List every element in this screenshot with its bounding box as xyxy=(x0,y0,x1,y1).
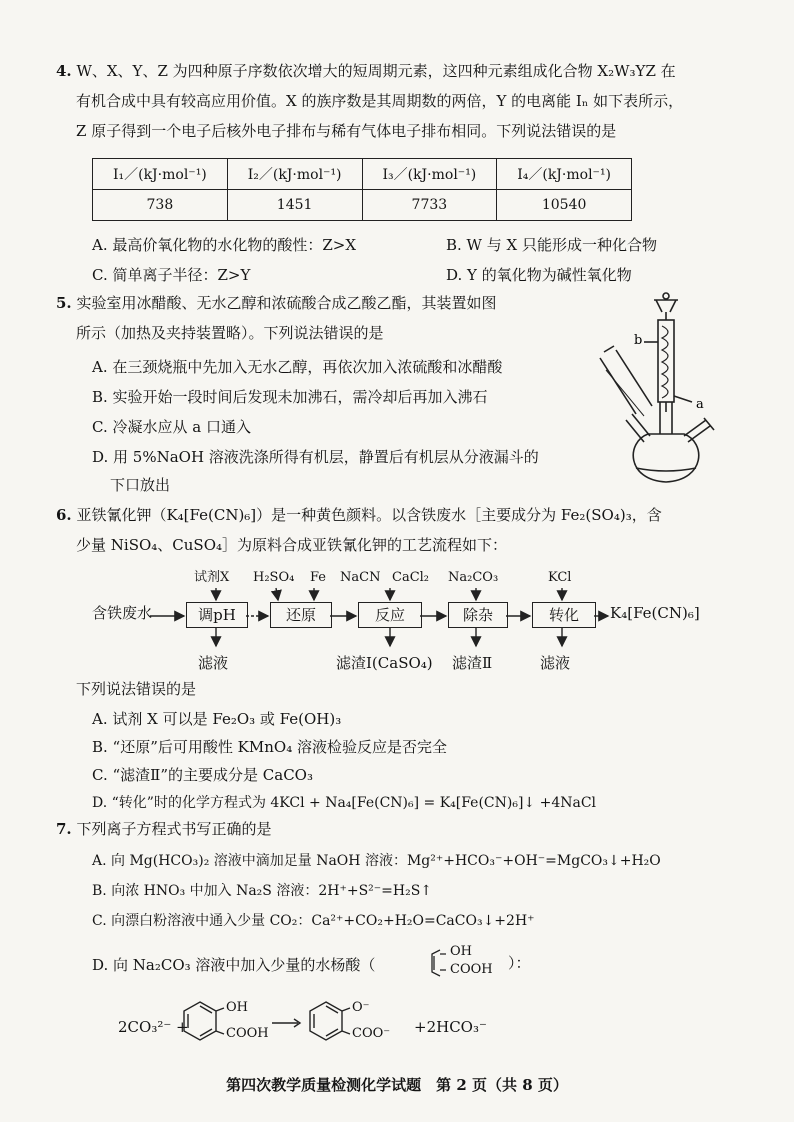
q5-number: 5. xyxy=(56,294,72,312)
flow-end: K₄[Fe(CN)₆] xyxy=(610,604,700,622)
table-cell: 738 xyxy=(93,190,228,221)
flow-start: 含铁废水 xyxy=(92,604,153,622)
step-impurity-removal: 除杂 xyxy=(448,602,508,628)
q5-option-c: C. 冷凝水应从 a 口通入 xyxy=(92,418,251,436)
reagent-fe: Fe xyxy=(310,570,327,585)
step-adjust-ph: 调pH xyxy=(186,602,248,628)
reagent-na2co3: Na₂CO₃ xyxy=(448,570,499,585)
q5-option-d: D. 用 5%NaOH 溶液洗涤所得有机层，静置后有机层从分液漏斗的 xyxy=(92,448,539,466)
q7-option-d: D. 向 Na₂CO₃ 溶液中加入少量的水杨酸（ xyxy=(92,956,376,974)
residue-filtrate-2: 滤液 xyxy=(540,654,571,672)
table-cell: 7733 xyxy=(362,190,497,221)
table-header: I₃／(kJ·mol⁻¹) xyxy=(362,159,497,190)
residue-caso4: 滤渣Ⅰ(CaSO₄) xyxy=(336,654,433,672)
q4-option-a: A. 最高价氧化物的水化物的酸性：Z>X xyxy=(92,236,357,254)
label-a: a xyxy=(696,397,704,412)
side-condenser xyxy=(600,350,652,414)
liquid-line xyxy=(636,468,696,471)
table-header: I₂／(kJ·mol⁻¹) xyxy=(227,159,362,190)
step-conversion: 转化 xyxy=(532,602,596,628)
residue-2: 滤渣Ⅱ xyxy=(452,654,493,672)
reagent-kcl: KCl xyxy=(548,570,572,585)
table-header: I₁／(kJ·mol⁻¹) xyxy=(93,159,228,190)
ionization-energy-table xyxy=(92,158,632,221)
q7-option-c: C. 向漂白粉溶液中通入少量 CO₂：Ca²⁺+CO₂+H₂O=CaCO₃↓+2H⁺ xyxy=(92,913,535,929)
reagent-h2so4: H₂SO₄ xyxy=(253,570,295,585)
product-coo-minus: COO⁻ xyxy=(352,1026,391,1041)
salicylic-close: ）： xyxy=(508,954,531,972)
equation-lhs: 2CO₃²⁻ + xyxy=(118,1018,189,1036)
q4-option-d: D. Y 的氧化物为碱性氧化物 xyxy=(446,266,632,284)
page-footer: 第四次教学质量检测化学试题 第 2 页（共 8 页） xyxy=(226,1076,568,1094)
reagent-cacl2: CaCl₂ xyxy=(392,570,430,585)
q4-option-c: C. 简单离子半径：Z>Y xyxy=(92,266,251,284)
equation-rhs: +2HCO₃⁻ xyxy=(414,1018,487,1036)
q7-number: 7. xyxy=(56,820,72,838)
q7-option-b: B. 向浓 HNO₃ 中加入 Na₂S 溶液：2H⁺+S²⁻=H₂S↑ xyxy=(92,883,433,899)
label-b: b xyxy=(634,333,643,348)
q5-text-1: 实验室用冰醋酸、无水乙醇和浓硫酸合成乙酸乙酯，其装置如图 xyxy=(76,294,497,312)
table-header: I₄／(kJ·mol⁻¹) xyxy=(497,159,632,190)
reactant-cooh: COOH xyxy=(226,1026,269,1041)
q5-option-b: B. 实验开始一段时间后发现未加沸石，需冷却后再加入沸石 xyxy=(92,388,488,406)
q4-line2: 有机合成中具有较高应用价值。X 的族序数是其周期数的两倍，Y 的电离能 Iₙ 如下表所示， xyxy=(76,92,684,110)
reflux-condenser xyxy=(658,320,674,402)
product-o-minus: O⁻ xyxy=(352,1000,370,1015)
reagent-nacn: NaCN xyxy=(340,570,381,585)
q6-option-b: B. “还原”后可用酸性 KMnO₄ 溶液检验反应是否完全 xyxy=(92,738,447,756)
q5-line2: 所示（加热及夹持装置略）。下列说法错误的是 xyxy=(76,324,384,342)
q6-stem: 下列说法错误的是 xyxy=(76,680,197,698)
flow-arrows xyxy=(150,586,620,652)
q6-line2: 少量 NiSO₄、CuSO₄］为原料合成亚铁氰化钾的工艺流程如下： xyxy=(76,536,508,554)
q4-number: 4. xyxy=(56,62,72,80)
q7-line1 xyxy=(56,820,271,838)
q4-line1 xyxy=(56,62,676,80)
q4-line3: Z 原子得到一个电子后核外电子排布与稀有气体电子排布相同。下列说法错误的是 xyxy=(76,122,617,140)
table-cell: 1451 xyxy=(227,190,362,221)
step-reduction: 还原 xyxy=(270,602,332,628)
reaction-arrow-icon xyxy=(272,1016,302,1030)
q5-line1 xyxy=(56,294,496,312)
q4-option-b: B. W 与 X 只能形成一种化合物 xyxy=(446,236,657,254)
reactant-oh: OH xyxy=(226,1000,248,1015)
q6-text-1: 亚铁氰化钾（K₄[Fe(CN)₆]）是一种黄色颜料。以含铁废水［主要成分为 Fe₂(SO₄)₃，含 xyxy=(76,506,662,524)
table-cell: 10540 xyxy=(497,190,632,221)
step-reaction: 反应 xyxy=(358,602,422,628)
q4-text-1: W、X、Y、Z 为四种原子序数依次增大的短周期元素，这四种元素组成化合物 X₂W₃YZ 在 xyxy=(76,62,676,80)
q6-option-c: C. “滤渣Ⅱ”的主要成分是 CaCO₃ xyxy=(92,766,313,784)
residue-filtrate-1: 滤液 xyxy=(198,654,229,672)
q7-text-1: 下列离子方程式书写正确的是 xyxy=(76,820,272,838)
q6-number: 6. xyxy=(56,506,72,524)
q6-option-a: A. 试剂 X 可以是 Fe₂O₃ 或 Fe(OH)₃ xyxy=(92,710,342,728)
q5-option-a: A. 在三颈烧瓶中先加入无水乙醇，再依次加入浓硫酸和冰醋酸 xyxy=(92,358,503,376)
inlet-a xyxy=(674,396,692,402)
q5-option-d-cont: 下口放出 xyxy=(110,476,171,494)
reagent-x: 试剂X xyxy=(194,570,230,585)
q6-line1 xyxy=(56,506,662,524)
salicylic-oh: OH xyxy=(450,944,472,959)
ester-apparatus-diagram xyxy=(596,292,736,487)
benzene-ring-icon xyxy=(428,946,448,980)
q7-option-a: A. 向 Mg(HCO₃)₂ 溶液中滴加足量 NaOH 溶液：Mg²⁺+HCO₃⁻+OH⁻=MgCO₃↓+H₂O xyxy=(92,853,661,869)
q6-option-d: D. “转化”时的化学方程式为 4KCl + Na₄[Fe(CN)₆] = K₄[Fe(CN)₆]↓ +4NaCl xyxy=(92,795,597,811)
salicylic-cooh: COOH xyxy=(450,962,493,977)
